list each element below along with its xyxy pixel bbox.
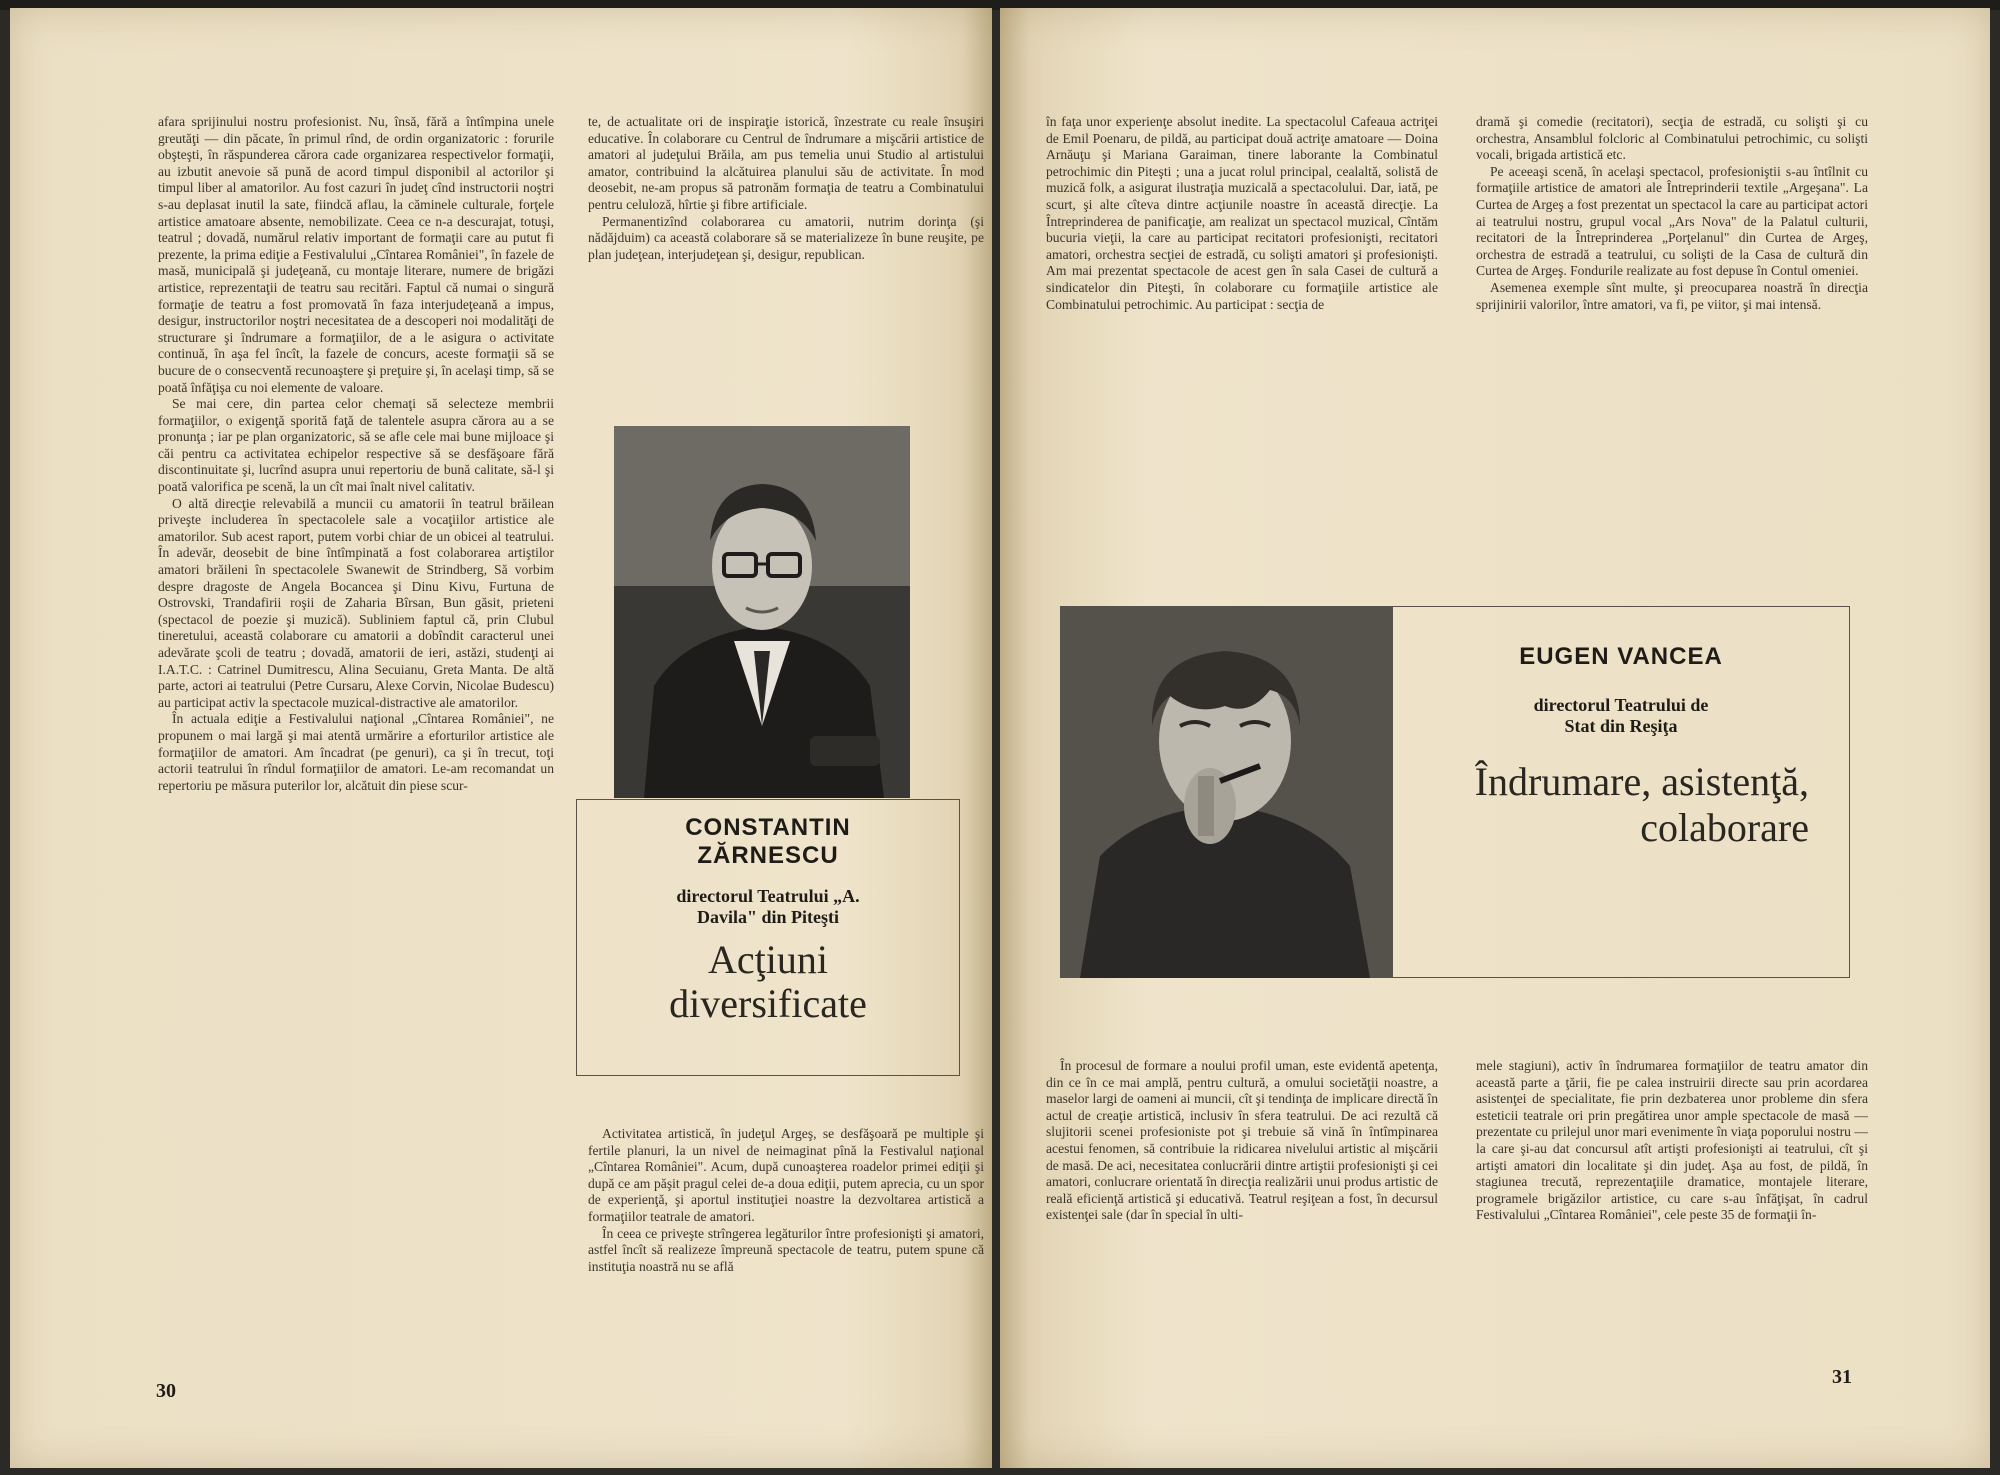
right-col2-top-text bbox=[1476, 114, 1868, 452]
left-col2-bottom-text bbox=[588, 1126, 984, 1394]
author-role: directorul Teatrului de Stat din Reşiţa bbox=[1533, 695, 1709, 736]
right-col1-bottom-text bbox=[1046, 1058, 1438, 1398]
paragraph: în faţa unor experienţe absolut inedite. La spectacolul Cafeaua actriţei de Emil Poenaru, de pildă, au participat două actriţe amatoare — Doina Arnăuţu şi Mariana Garaiman, tinere laborante la Combinatul petrochimic din Piteşti ; una a jucat rolul principal, cealaltă, solistă de muzică folk, a asigurat ilustraţia muzicală a spectacolului. Dar, iată, pe scurt, şi alte cîteva dintre acţiunile noastre în această direcţie. La Întreprinderea de panificaţie, am realizat un spectacol muzical, Cîntăm bucuria vieţii, la care au participat recitatori profesionişti, recitatori amatori, orchestra secţiei de estradă, cu solişti amatori şi profesionişti. Am mai prezentat spectacole de acest gen în sala Casei de cultură a sindicatelor din Piteşti, în colaborare cu formaţiile artistice ale Combinatului petrochimic. Au participat : secţia de bbox=[1046, 114, 1438, 312]
author-box-zarnescu bbox=[576, 799, 960, 1076]
page-number-right: 31 bbox=[1832, 1366, 1852, 1388]
portrait-photo-zarnescu bbox=[614, 426, 910, 798]
article-headline: Acţiuni diversificate bbox=[669, 937, 867, 1026]
paragraph: Se mai cere, din partea celor chemaţi să selecteze membrii formaţiilor, o exigenţă sporită faţă de talentele asupra cărora au a se pronunţa ; iar pe plan organizatoric, să se afle cele mai bune mijloace şi căi pentru ca activitatea echipelor respective să se desfăşoare fără discontinuitate şi, lucrînd asupra unui repertoriu de bună calitate, să-l şi poată valorifica pe scenă, la un cît mai înalt nivel calitativ. bbox=[158, 396, 554, 495]
right-col2-bottom-text bbox=[1476, 1058, 1868, 1398]
paragraph: O altă direcţie relevabilă a muncii cu amatorii în teatrul brăilean priveşte includerea în spectacolele sale a vocaţiilor artistice ale amatorilor. Sub acest raport, putem vorbi chiar de un obicei al teatrului. În adevăr, deosebit de bine întîmpinată a fost colaborarea artiştilor amatori brăileni în spectacolele Swanewit de Strindberg, Să vorbim despre dragoste de Angela Bocancea şi Dinu Kivu, Furtuna de Ostrovski, Trandafirii roşii de Zaharia Bîrsan, Bun găsit, prieteni (spectacol de poezie şi muzică). Subliniem faptul că, prin Clubul tineretului, această colaborare cu amatorii a dobîndit caracterul unei adevărate şcoli de teatru ; dovadă, amatorii de ieri, astăzi, studenţi ai I.A.T.C. : Catrinel Dumitrescu, Alina Secuianu, Greta Manta. De altă parte, actori ai teatrului (Petre Cursaru, Alexe Corvin, Nicolae Budescu) au participat activ la spectacole muzical-distractive ale amatorilor. bbox=[158, 495, 554, 710]
paragraph: În ceea ce priveşte strîngerea legăturilor între profesionişti şi amatori, astfel încît să realizeze împreună spectacole de teatru, putem spune că instituţia noastră nu se află bbox=[588, 1225, 984, 1274]
paragraph: afara sprijinului nostru profesionist. Nu, însă, fără a întîmpina unele greutăţi — din păcate, în primul rînd, de ordin organizatoric : forurile obşteşti, în răspunderea cărora cade organizarea respectivelor formaţii, au izbutit anevoie să pună de acord timpul disponibil al actorilor şi timpul liber al amatorilor. Au fost cazuri în judeţ cînd instructorii noştri s-au deplasat inutil la sate, fiindcă aflau, la căminele culturale, forţele artistice amatoare absente, nemobilizate. Ceea ce n-a descurajat, totuşi, teatrul ; dovadă, numărul relativ important de formaţii care au putut fi prezente, la prima ediţie a Festivalului „Cîntarea României", în fazele de masă, municipală şi judeţeană, cu montaje literare, numere de brigăzi artistice, reprezentaţii de teatru sau recitări. Faptul că numai o singură formaţie de teatru a fost promovată în faza interjudeţeană a impus, desigur, instructorilor noştri necesitatea de a descoperi noi modalităţi de structurare şi îndrumare a formaţiilor, de a le asigura o activitate continuă, în aşa fel încît, la fazele de concurs, aceste formaţii să se bucure de o consecventă recunoaştere şi preţuire şi, în acelaşi timp, să se poată înfăţişa cu noi elemente de valoare. bbox=[158, 114, 554, 395]
author-box-vancea bbox=[1392, 606, 1850, 978]
right-page bbox=[1000, 8, 1990, 1468]
portrait-illustration bbox=[614, 426, 910, 798]
paragraph: Permanentizînd colaborarea cu amatorii, nutrim dorinţa (şi nădăjduim) ca această colaborare să se materializeze în bune reuşite, pe plan judeţean, interjudeţean şi, desigur, republican. bbox=[588, 213, 984, 262]
paragraph: În actuala ediţie a Festivalului naţional „Cîntarea României", ne propunem o mai largă şi mai atentă urmărire a eforturilor artistice ale formaţiilor de amatori. Am încadrat (pe genuri), ca şi în trecut, toţi actorii teatrului în rîndul formaţiilor de amatori. Le-am recomandat un repertoriu pe măsura puterilor lor, alcătuit din piese scur- bbox=[158, 711, 554, 793]
paragraph: Activitatea artistică, în judeţul Argeş, se desfăşoară pe multiple şi fertile planuri, la un nivel de neimaginat pînă la Festivalul naţional „Cîntarea României". Acum, după cunoaşterea roadelor primei ediţii şi după ce am păşit pragul celei de-a doua ediţii, putem aprecia, cu un spor de experienţă, şi aportul instituţiei noastre la dezvoltarea artistică a formaţiilor teatrale de amatori. bbox=[588, 1126, 984, 1224]
paragraph: Asemenea exemple sînt multe, şi preocuparea noastră în direcţia sprijinirii valorilor, între amatori, va fi, pe viitor, şi mai intensă. bbox=[1476, 279, 1868, 312]
left-col1-text bbox=[158, 114, 554, 1396]
portrait-photo-vancea bbox=[1060, 606, 1392, 978]
paragraph: mele stagiuni), activ în îndrumarea formaţiilor de teatru amator din această parte a ţării, fie pe calea instruirii directe sau prin acordarea asistenţei de specialitate, fie prin dezbaterea unor probleme din sfera esteticii teatrale ori prin pregătirea unor ample spectacole de masă — prezentate cu prilejul unor mari evenimente în viaţa poporului nostru — la care şi-au dat concursul atît artişti profesionişti ai teatrului, cît şi artişti amatori din localitate şi din judeţ. Aşa au fost, de pildă, în stagiunea trecută, reprezentaţiile dramatice, montajele literare, programele brigăzilor artistice, cu care s-au înfăţişat, în cadrul Festivalului „Cîntarea României", cele peste 35 de formaţii în- bbox=[1476, 1058, 1868, 1223]
author-name: CONSTANTIN ZĂRNESCU bbox=[685, 814, 851, 869]
paragraph: te, de actualitate ori de inspiraţie istorică, înzestrate cu reale însuşiri educative. În colaborare cu Centrul de îndrumare a mişcării artistice de amatori al judeţului Brăila, am pus temelia unui Studio al artistului amator, contribuind la alcătuirea planului său de activitate. În mod deosebit, ne-am propus să patronăm formaţia de teatru a Combinatului pentru celuloză, hîrtie şi fibre artificiale. bbox=[588, 114, 984, 212]
article-headline: Îndrumare, asistenţă, colaborare bbox=[1474, 759, 1809, 850]
paragraph: Pe aceeaşi scenă, în acelaşi spectacol, profesioniştii s-au întîlnit cu formaţiile artistice de amatori ale Întreprinderii textile „Argeşana". La Curtea de Argeş a fost prezentat un spectacol la care au participat actori ai teatrului nostru, grupul vocal „Ars Nova" de la Palatul culturii, recitatori de la Întreprinderea „Porţelanul" din Curtea de Argeş, orchestra de estradă a teatrului, cu solişti de la Casa de cultură din Curtea de Argeş. Fondurile realizate au fost depuse în Contul omeniei. bbox=[1476, 163, 1868, 279]
paragraph: În procesul de formare a noului profil uman, este evidentă apetenţa, din ce în ce mai amplă, pentru cultură, a omului societăţii noastre, a maselor largi de oameni ai muncii, cît şi tendinţa de implicare directă în actul de creaţie artistică, inclusiv în sfera teatrului. De aci rezultă că slujitorii scenei profesioniste pot şi trebuie să vină în întîmpinarea acestui fenomen, să contribuie la ridicarea nivelului artistic al mişcării de masă. De aci, necesitatea conlucrării dintre artiştii profesionişti şi cei amatori, conlucrare orientată în direcţia realizării unui produs artistic de reală eficienţă artistică şi educativă. Teatrul reşiţean a fost, în decursul existenţei sale (dar în special în ulti- bbox=[1046, 1058, 1438, 1223]
left-page bbox=[10, 8, 992, 1468]
author-name: EUGEN VANCEA bbox=[1519, 643, 1723, 670]
author-role: directorul Teatrului „A. Davila" din Piteşti bbox=[676, 886, 860, 927]
portrait-illustration bbox=[1060, 606, 1392, 978]
right-col1-top-text bbox=[1046, 114, 1438, 452]
left-col2-top-text bbox=[588, 114, 984, 394]
page-number-left: 30 bbox=[156, 1380, 176, 1402]
paragraph: dramă şi comedie (recitatori), secţia de estradă, cu solişti şi cu orchestra, Ansamblul folcloric al Combinatului petrochimic, cu solişti vocali, brigada artistică etc. bbox=[1476, 114, 1868, 163]
